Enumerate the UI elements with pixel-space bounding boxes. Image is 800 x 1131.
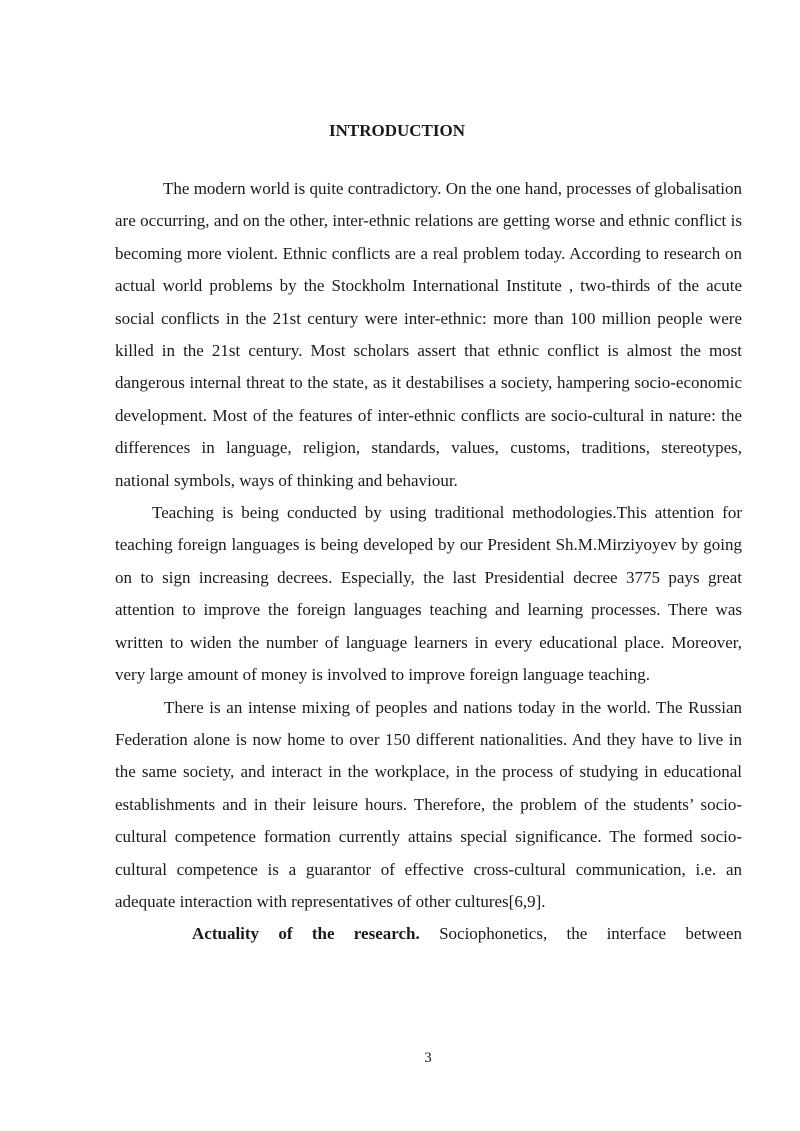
paragraph-teaching-methodologies: Teaching is being conducted by using traditional methodologies.This attention for teaching foreign languages is being developed by our President Sh.M.Mirziyoyev by going on to sign increasing decrees. Especially, the last Presidential decree 3775 pays great attention to improve the foreign languages teaching and learning processes. There was written to widen the number of language learners in every educational place. Moreover, very large amount of money is involved to improve foreign language teaching.: [115, 503, 742, 685]
paragraph-mixing-of-peoples: There is an intense mixing of peoples and nations today in the world. The Russian Federation alone is now home to over 150 different nationalities. And they have to live in the same society, and interact in the workplace, in the process of studying in educational establishments and in their leisure hours. Therefore, the problem of the students’ socio-cultural competence formation currently attains special significance. The formed socio-cultural competence is a guarantor of effective cross-cultural communication, i.e. an adequate interaction with representatives of other cultures[6,9].: [115, 697, 742, 911]
actuality-text: Sociophonetics, the interface between: [419, 924, 742, 944]
body-text: [115, 173, 742, 951]
page-number: 3: [424, 1050, 432, 1066]
section-title: INTRODUCTION: [328, 121, 466, 140]
paragraph-actuality: [115, 918, 742, 950]
actuality-heading: Actuality of the research.: [192, 924, 420, 944]
paragraph-ethnic-conflicts: The modern world is quite contradictory. On the one hand, processes of globalisation are occurring, and on the other, inter-ethnic relations are getting worse and ethnic conflict is becoming more violent. Ethnic conflicts are a real problem today. According to research on actual world problems by the Stockholm International Institute , two-thirds of the acute social conflicts in the 21st century were inter-ethnic: more than 100 million people were killed in the 21st century. Most scholars assert that ethnic conflict is almost the most dangerous internal threat to the state, as it destabilises a society, hampering socio-economic development. Most of the features of inter-ethnic conflicts are socio-cultural in nature: the differences in language, religion, standards, values, customs, traditions, stereotypes, national symbols, ways of thinking and behaviour.: [115, 179, 742, 490]
